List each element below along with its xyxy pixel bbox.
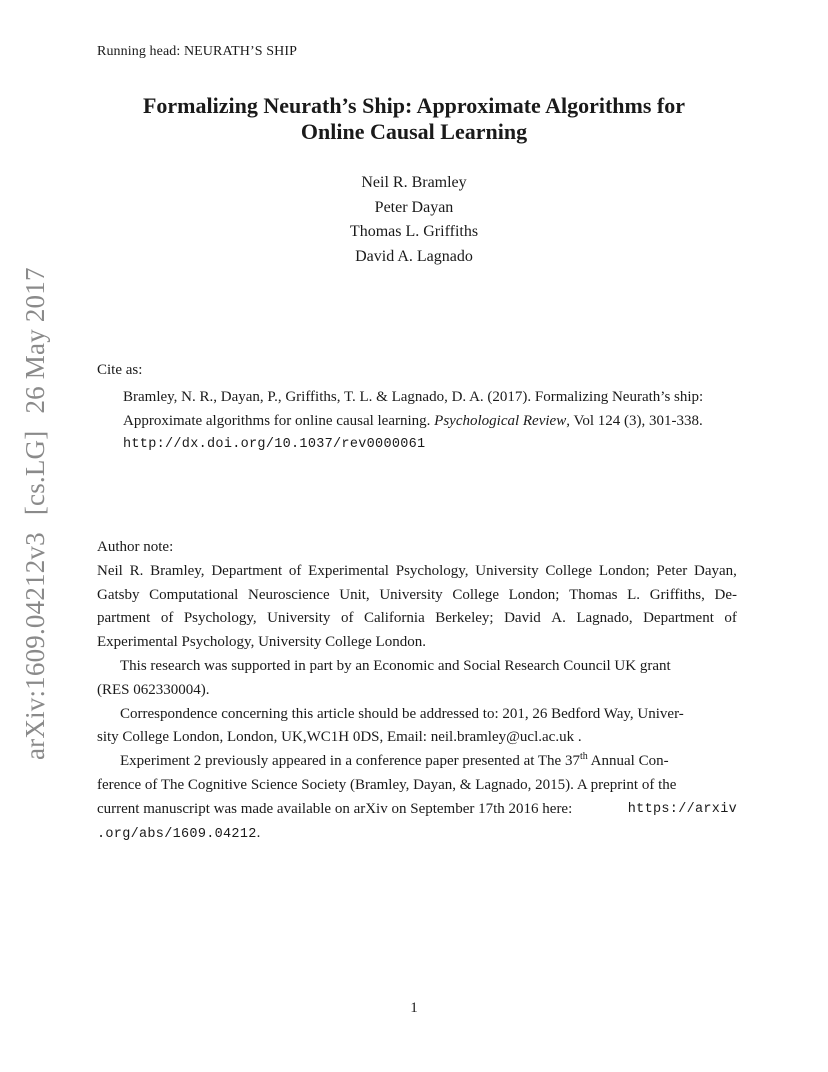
word: University — [379, 586, 443, 603]
word: Department — [643, 610, 714, 627]
word: University — [475, 562, 539, 579]
paper-title — [90, 93, 738, 145]
ordinal-suffix: th — [579, 751, 588, 763]
running-head: Running head: NEURATH’S SHIP — [97, 44, 297, 59]
word: Neuroscience — [247, 586, 330, 603]
page-number: 1 — [410, 1000, 418, 1016]
author-name: Thomas L. Griffiths — [349, 223, 479, 240]
affiliation-line — [97, 607, 737, 631]
arxiv-url-part-1[interactable]: https://arxiv — [627, 801, 737, 817]
word: A. — [551, 610, 566, 627]
author-name: Neil R. Bramley — [361, 174, 467, 191]
word: Griffiths, — [649, 586, 705, 603]
author-name: Peter Dayan — [374, 198, 454, 216]
citation-line-1: Bramley, N. R., Dayan, P., Griffiths, T. L. & Lagnado, D. A. (2017). Formalizing Neurath’s ship: — [123, 389, 704, 405]
word: Peter — [656, 562, 688, 579]
word: R. — [129, 562, 144, 579]
experiment-line: ference of The Cognitive Science Society (Bramley, Dayan, & Lagnado, 2015). A preprint of the — [97, 776, 677, 793]
word: Lagnado, — [576, 610, 633, 627]
author-note — [97, 536, 737, 846]
cite-label: Cite as: — [97, 362, 143, 378]
sentence-end: . — [256, 824, 261, 841]
arxiv-id: arXiv:1609.04212v3 — [20, 532, 50, 760]
word: Neil — [97, 562, 123, 579]
word: Computational — [149, 586, 239, 603]
word: of — [340, 610, 354, 627]
experiment-text: Annual Con- — [587, 753, 669, 770]
funding-line: This research was supported in part by an Economic and Social Research Council UK grant — [120, 657, 671, 674]
citation-text: Approximate algorithms for online causal learning. — [123, 412, 435, 429]
title-line-1: Formalizing Neurath’s Ship: Approximate Algorithms for — [142, 93, 686, 118]
experiment-text: current manuscript was made available on arXiv on September 17th 2016 here: — [97, 800, 573, 817]
experiment-text: Experiment 2 previously appeared in a conference paper presented at The 37 — [120, 753, 580, 770]
correspondence-line: sity College London, London, UK,WC1H 0DS, Email: neil.bramley@ucl.ac.uk . — [97, 729, 582, 746]
affiliation-line — [97, 584, 737, 608]
author-name: David A. Lagnado — [355, 247, 473, 265]
word: of — [160, 610, 174, 627]
word: Bramley, — [150, 562, 205, 579]
citation — [123, 386, 743, 457]
word: College — [545, 562, 593, 579]
author-note-label: Author note: — [97, 539, 174, 555]
word: Experimental — [308, 562, 389, 579]
arxiv-stamp — [20, 250, 51, 760]
citation-line-2 — [123, 410, 743, 434]
journal-name: Psychological Review — [434, 412, 567, 429]
word: David — [504, 610, 541, 627]
word: of — [288, 562, 302, 579]
doi-link[interactable]: http://dx.doi.org/10.1037/rev0000061 — [123, 437, 426, 452]
arxiv-url-part-2[interactable]: .org/abs/1609.04212 — [97, 826, 257, 842]
word: Department — [211, 562, 283, 579]
author-list — [214, 171, 614, 269]
word: L. — [627, 586, 641, 603]
funding-line: (RES 062330004). — [97, 681, 210, 698]
correspondence-line: Correspondence concerning this article should be addressed to: 201, 26 Bedford Way, Univer- — [120, 705, 684, 722]
word: Dayan, — [694, 562, 737, 579]
word: of — [724, 610, 737, 627]
word: London; — [508, 586, 560, 603]
experiment-line — [97, 750, 737, 774]
word: London; — [598, 562, 650, 579]
word: University — [267, 610, 331, 627]
word: partment — [97, 610, 151, 627]
experiment-line — [97, 798, 737, 822]
word: Thomas — [569, 586, 618, 603]
word: California — [363, 610, 425, 627]
word: Gatsby — [97, 586, 140, 603]
word: Psychology, — [395, 562, 469, 579]
affiliation-line — [97, 560, 737, 584]
word: Psychology, — [183, 610, 257, 627]
word: De- — [714, 586, 737, 603]
experiment-line — [97, 822, 737, 847]
word: Unit, — [339, 586, 370, 603]
citation-volume: , Vol 124 (3), 301-338. — [566, 412, 703, 429]
title-line-2: Online Causal Learning — [300, 119, 528, 144]
arxiv-category: [cs.LG] — [20, 430, 50, 516]
affiliation-line: Experimental Psychology, University College London. — [97, 634, 426, 651]
arxiv-date: 26 May 2017 — [20, 267, 50, 414]
word: College — [452, 586, 499, 603]
word: Berkeley; — [435, 610, 494, 627]
